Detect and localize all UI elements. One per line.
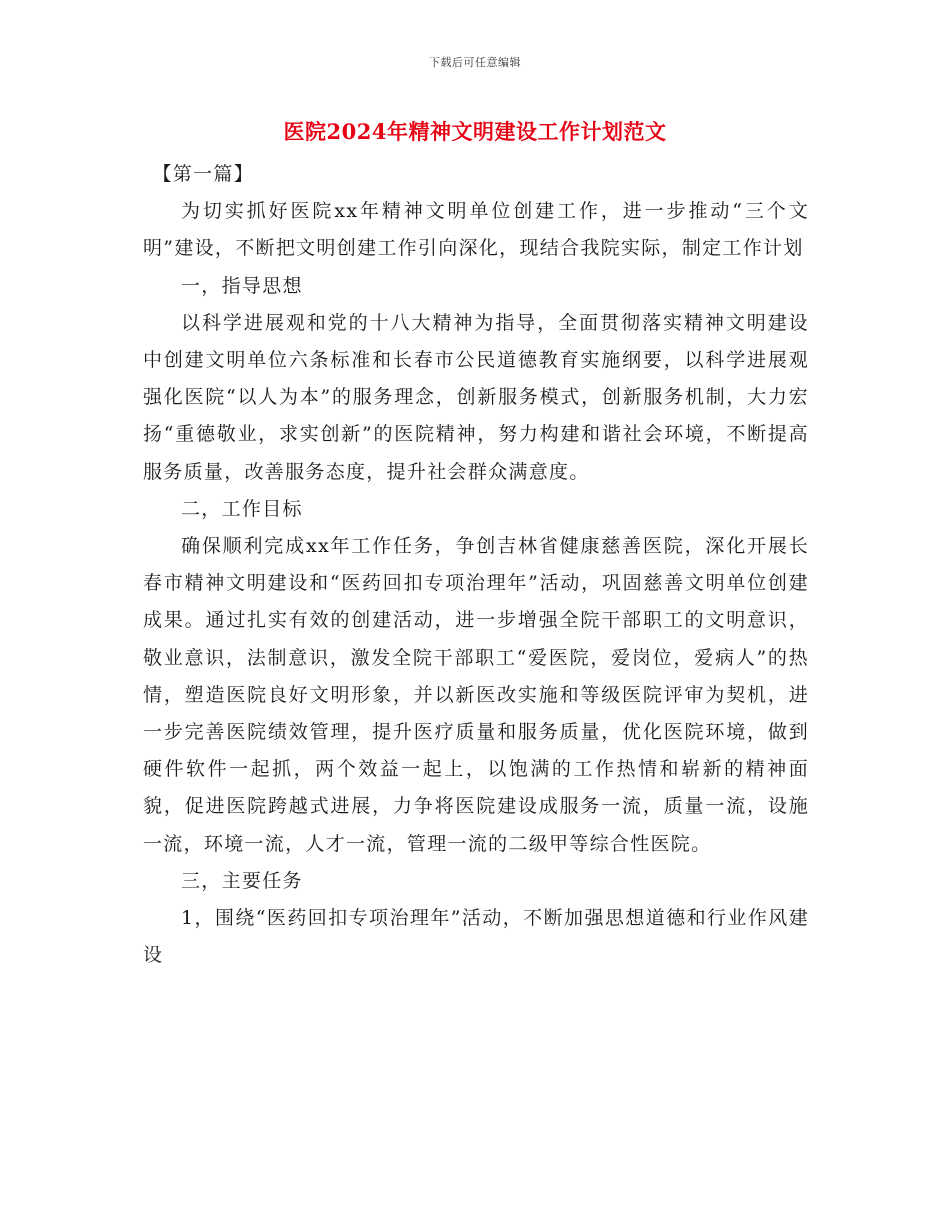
heading-work-goals: 二，工作目标 [181,497,303,520]
main-task-1-paragraph: 1，围绕“医药回扣专项治理年”活动，不断加强思想道德和行业作风建设 [143,907,809,967]
intro-paragraph: 为切实抓好医院xx年精神文明单位创建工作，进一步推动“三个文明”建设，不断把文明创建工作引向深化，现结合我院实际，制定工作计划 [143,200,809,260]
section-label: 【第一篇】 [152,163,255,185]
document-title: 医院2024年精神文明建设工作计划范文 [283,119,667,144]
page-header-note: 下载后可任意编辑 [429,56,521,69]
heading-main-tasks: 三，主要任务 [181,869,303,892]
document-body [143,156,809,974]
guiding-ideology-paragraph: 以科学进展观和党的十八大精神为指导，全面贯彻落实精神文明建设中创建文明单位六条标准和长春市公民道德教育实施纲要，以科学进展观强化医院“以人为本”的服务理念，创新服务模式，创新服务机制，大力宏扬“重德敬业，求实创新”的医院精神，努力构建和谐社会环境，不断提高服务质量，改善服务态度，提升社会群众满意度。 [143,311,809,483]
heading-guiding-ideology: 一，指导思想 [181,274,303,297]
work-goals-paragraph: 确保顺利完成xx年工作任务，争创吉林省健康慈善医院，深化开展长春市精神文明建设和“医药回扣专项治理年”活动，巩固慈善文明单位创建成果。通过扎实有效的创建活动，进一步增强全院干部职工的文明意识，敬业意识，法制意识，激发全院干部职工“爱医院，爱岗位，爱病人”的热情，塑造医院良好文明形象，并以新医改实施和等级医院评审为契机，进一步完善医院绩效管理，提升医疗质量和服务质量，优化医院环境，做到硬件软件一起抓，两个效益一起上，以饱满的工作热情和崭新的精神面貌，促进医院跨越式进展，力争将医院建设成服务一流，质量一流，设施一流，环境一流，人才一流，管理一流的二级甲等综合性医院。 [143,535,809,855]
